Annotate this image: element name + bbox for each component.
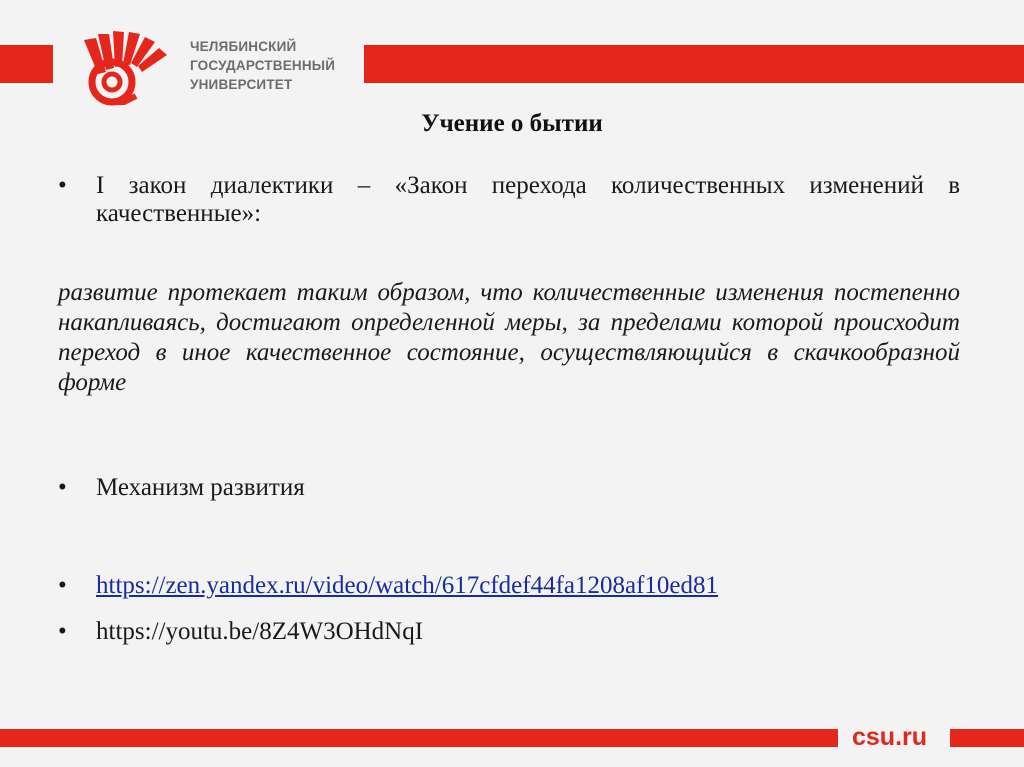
slide-title: Учение о бытии [421,110,603,137]
university-name [190,37,335,94]
bullet-dot: • [58,172,67,199]
youtube-link-text: https://youtu.be/8Z4W3OHdNqI [96,618,424,645]
bottom-accent-bar-left [0,729,838,747]
zen-video-link[interactable]: https://zen.yandex.ru/video/watch/617cfdef44fa1208af10ed81 [96,572,719,599]
bullet-dot: • [58,572,67,599]
top-accent-bar-right [364,45,1024,83]
bullet-dot: • [58,474,67,501]
university-name-line-1: ЧЕЛЯБИНСКИЙ [190,39,297,54]
law-text: I закон диалектики – «Закон перехода количественных изменений в качественные»: [96,172,960,227]
university-logo-icon [76,28,186,106]
site-url: csu.ru [852,723,928,751]
definition-paragraph: развитие протекает таким образом, что количественные изменения постепенно накапливаясь, достигают определенной меры, за пределами которой происходит переход в иное качественное состояние, осуществляющийся в скачкообразной форме [58,279,960,396]
mechanism-text: Механизм развития [96,474,305,501]
bullet-dot: • [58,618,67,645]
university-logo [76,28,186,106]
university-name-line-3: УНИВЕРСИТЕТ [190,77,293,92]
bottom-accent-bar-right [950,729,1024,747]
university-name-line-2: ГОСУДАРСТВЕННЫЙ [190,58,336,73]
top-accent-bar-left [0,45,53,83]
